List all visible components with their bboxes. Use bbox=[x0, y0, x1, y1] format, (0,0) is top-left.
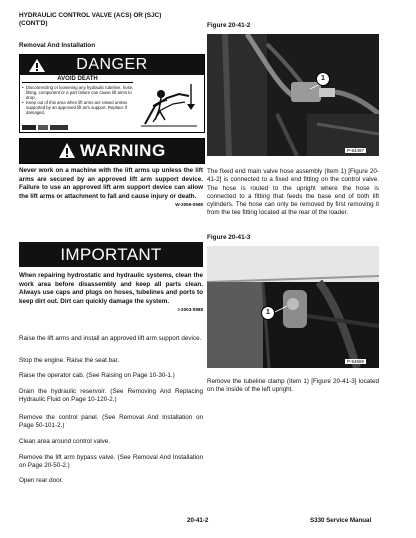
danger-item: • Disconnecting or loosening any hydraulic tubeline, hose, fitting, component or a part failure can cause lift arms to drop. bbox=[22, 85, 134, 100]
warning-triangle-icon bbox=[58, 142, 76, 159]
manual-title: S330 Service Manual bbox=[310, 517, 372, 524]
figure-photo-clamp bbox=[207, 246, 379, 368]
header-title-line2: (CONT'D) bbox=[19, 20, 48, 27]
subsection-title: Removal And Installation bbox=[19, 42, 96, 49]
procedure-step: Open rear door. bbox=[19, 477, 64, 484]
procedure-step: Raise the lift arms and install an approved lift arm support device. bbox=[19, 335, 202, 342]
figure2-description: Remove the tubeline clamp (Item 1) [Figure 20-41-3] located on the inside of the left upright. bbox=[207, 378, 379, 394]
photo-code: P-54497 bbox=[347, 148, 365, 153]
danger-list bbox=[22, 85, 134, 116]
section-header bbox=[19, 12, 209, 28]
procedure-step: Stop the engine. Raise the seat bar. bbox=[19, 357, 120, 364]
important-banner: IMPORTANT bbox=[19, 242, 203, 267]
tubeline-clamp-photo bbox=[207, 246, 379, 368]
hose-assembly-photo bbox=[207, 34, 379, 156]
warning-message bbox=[19, 167, 203, 210]
figure-caption: Figure 20-41-2 bbox=[207, 22, 251, 29]
warning-code: W-2059-0598 bbox=[175, 202, 203, 208]
danger-word: DANGER bbox=[76, 56, 148, 73]
decal-reference-strip bbox=[22, 124, 82, 131]
header-title-line1: HYDRAULIC CONTROL VALVE (ACS) OR (SJC) bbox=[19, 12, 162, 19]
photo-code: P-54569 bbox=[347, 359, 365, 364]
danger-subtitle: AVOID DEATH bbox=[22, 76, 133, 83]
procedure-step: Drain the hydraulic reservoir. (See Removing And Replacing Hydraulic Fluid on Page 10-120-2.) bbox=[19, 388, 203, 404]
important-message bbox=[19, 272, 203, 315]
important-code: I-2003-0888 bbox=[178, 307, 203, 313]
danger-item: • Keep out of this area when lift arms are raised unless supported by an approved lift arm support. Replace if damaged. bbox=[22, 100, 134, 115]
procedure-step: Remove the control panel. (See Removal And Installation on Page 50-101-2.) bbox=[19, 414, 203, 430]
page-number: 20-41-2 bbox=[187, 517, 209, 524]
warning-word: WARNING bbox=[80, 141, 166, 160]
danger-banner bbox=[20, 55, 204, 75]
callout-marker: 1 bbox=[316, 72, 330, 86]
danger-decal bbox=[19, 54, 205, 133]
warning-text: Never work on a machine with the lift arms up unless the lift arms are secured by an approved lift arm support device. Failure to use an approved lift arm support device can allow the lift arms or attachment to fall and cause injury or death. bbox=[19, 167, 203, 200]
callout-marker: 1 bbox=[261, 306, 275, 320]
lift-arm-drop-illustration bbox=[135, 76, 203, 131]
procedure-step: Remove the lift arm bypass valve. (See Removal And Installation on Page 20-50-2.) bbox=[19, 454, 203, 470]
important-text: When repairing hydrostatic and hydraulic systems, clean the work area before disassembly and keep all parts clean. Always use caps and plugs on hoses, tubelines and ports to keep dirt out. Dirt can quickly damage the system. bbox=[19, 272, 203, 305]
warning-banner bbox=[19, 138, 205, 164]
figure-caption: Figure 20-41-3 bbox=[207, 234, 251, 241]
figure-photo-hose bbox=[207, 34, 379, 156]
procedure-step: Raise the operator cab. (See Raising on Page 10-30-1.) bbox=[19, 372, 175, 379]
figure1-description: The fixed end main valve hose assembly (Item 1) [Figure 20-41-2] is connected to a fixed end fitting on the control valve. The hose is routed to the upright where the hose is connected to a fitting that feeds the base end of both lift cylinders. The hose can only be removed by first removing it from the tee fitting located at the rear of the loader. bbox=[207, 168, 379, 217]
procedure-step: Clean area around control valve. bbox=[19, 438, 111, 445]
